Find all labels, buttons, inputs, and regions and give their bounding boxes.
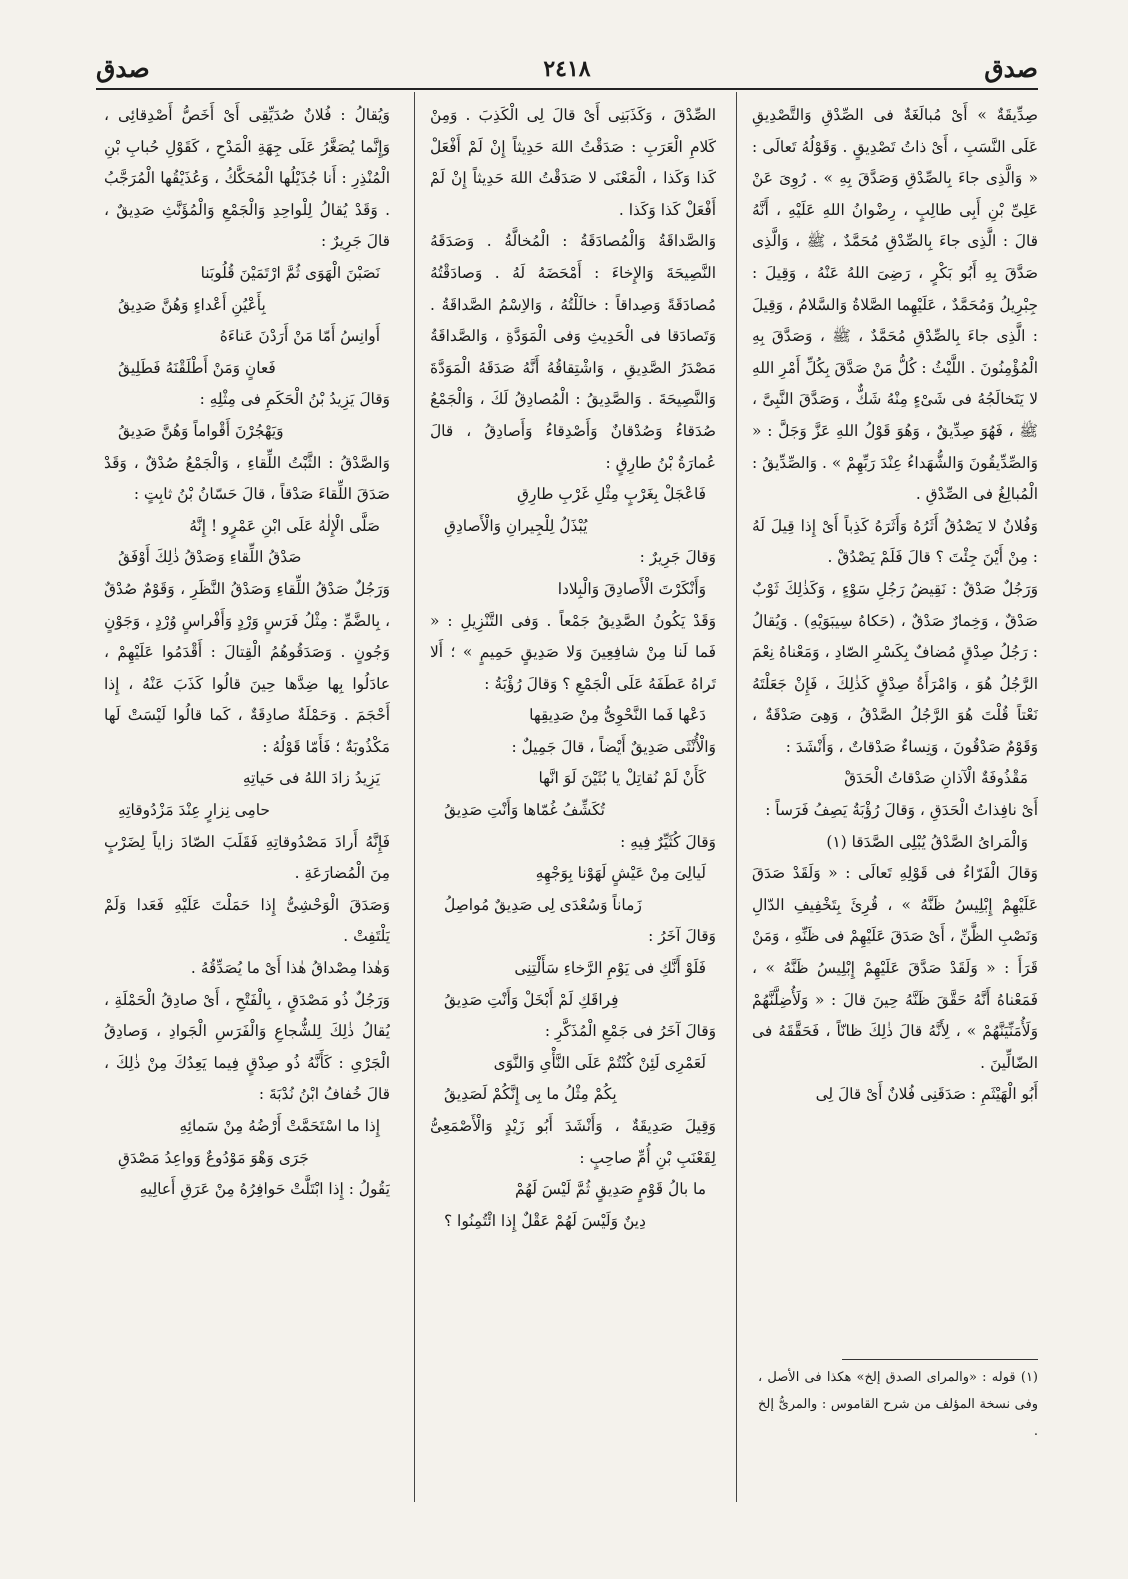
- verse-line: أَوانِسُ أَمّا مَنْ أَرَدْنَ عَناءَهُ: [219, 327, 380, 346]
- verse-line: بِكُمْ مِثْلُ ما بِى إِنَّكُمْ لَصَدِيقُ: [444, 1085, 617, 1104]
- paragraph: فَإِنَّهُ أَرادَ مَصْدُوقاتِهِ فَقَلَبَ الصّادَ زاياً لِضَرْبٍ مِنَ الْمُضارَعَةِ .: [104, 832, 390, 883]
- headword-right: صدق: [984, 54, 1038, 83]
- column-divider-right: [736, 92, 737, 1502]
- paragraph: وَرَجُلٌ صَدْقٌ : نَقِيضُ رَجُلِ سَوْءٍ ، وَكَذٰلِكَ ثَوْبٌ صَدْقٌ ، وَخِمارٌ صَدْقٌ ، (حَكاهُ سِيبَوَيْهِ) . وَيُقالُ : رَجُلُ صِدْقٍ مُضافٌ بِكَسْرِ الصّادِ ، وَمَعْناهُ نِعْمَ الرَّجُلُ هُوَ ، وَامْرَأَةُ صِدْقٍ كَذٰلِكَ ، فَإِنْ جَعَلْتَهُ نَعْتاً قُلْتَ هُوَ الرَّجُلُ الصَّدْقُ ، وَهِىَ صَدْقَةٌ ، وَقَوْمٌ صَدْقُونَ ، وَنِساءٌ صَدْقاتٌ ، وَأَنْشَدَ :: [752, 579, 1038, 756]
- paragraph: وَصَدَقَ الْوَحْشِىُّ إِذا حَمَلْتَ عَلَيْهِ فَعَدا وَلَمْ يَلْتَفِتْ .: [104, 895, 390, 946]
- verse-line: لَعَمْرِى لَئِنْ كُنْتُمْ عَلَى النَّأْىِ وَالنَّوَى: [493, 1053, 706, 1072]
- verse-line: وَيَهْجُرْنَ أَقْواماً وَهُنَّ صَدِيقُ: [118, 421, 284, 440]
- paragraph: وَقالَ آخَرُ :: [648, 927, 716, 946]
- paragraph: أَبُو الْهَيْثَمِ : صَدَقَنِى فُلانٌ أَىْ قالَ لِى: [815, 1085, 1038, 1104]
- verse-line: مَقْذُوفَةٌ الْآذانِ صَدْقاتُ الْحَدَقْ: [844, 769, 1028, 788]
- paragraph: وَرَجُلٌ ذُو مَصْدَقٍ ، بِالْفَتْحِ ، أَىْ صادِقُ الْحَمْلَةِ ، يُقالُ ذٰلِكَ لِلشُّجاعِ وَالْفَرَسِ الْجَوادِ ، وَصادِقُ الْجَرْىِ : كَأَنَّهُ ذُو صِدْقٍ فِيما يَعِدُكَ مِنْ ذٰلِكَ ، قالَ خُفافُ ابْنُ نُدْبَةَ :: [104, 990, 390, 1104]
- paragraph: وَالْأُنْثَى صَدِيقٌ أَيْضاً ، قالَ جَمِيلٌ :: [511, 737, 716, 756]
- verse-line: جَرَى وَهْوَ مَوْدُوعٌ وَواعِدُ مَصْدَقِ: [118, 1148, 309, 1167]
- headword-left: صدق: [96, 54, 150, 83]
- verse-line: حامِى نِزارٍ عِنْدَ مَزْدُوقاتِهِ: [118, 801, 270, 820]
- verse: [752, 827, 1038, 859]
- verse: [430, 1048, 716, 1111]
- verse: [430, 953, 716, 1016]
- verse-line: تُكَشِّفُ غُمّاها وَأَنْتِ صَدِيقُ: [444, 801, 605, 820]
- paragraph: صِدِّيقَةٌ » أَىْ مُبالَغَةٌ فى الصِّدْقِ وَالتَّصْدِيقِ عَلَى النَّسَبِ ، أَىْ ذاتُ تَصْدِيقٍ . وَقَوْلُهُ تَعالَى : « وَالَّذِى جاءَ بِالصِّدْقِ وَصَدَّقَ بِهِ » . رُوِىَ عَنْ عَلِىِّ بْنِ أَبِى طالِبٍ ، رِضْوانُ اللهِ عَلَيْهِ ، أَنَّهُ قالَ : الَّذِى جاءَ بِالصِّدْقِ مُحَمَّدٌ ، ﷺ ، وَالَّذِى صَدَّقَ بِهِ أَبُو بَكْرٍ ، رَضِىَ اللهُ عَنْهُ ، وَقِيلَ : جِبْرِيلُ وَمُحَمَّدٌ ، عَلَيْهِما الصَّلاةُ وَالسَّلامُ ، وَقِيلَ : الَّذِى جاءَ بِالصِّدْقِ مُحَمَّدٌ ، ﷺ ، وَصَدَّقَ بِهِ الْمُؤْمِنُونَ . اللَّيْثُ : كُلُّ مَنْ صَدَّقَ بِكُلِّ أَمْرِ اللهِ لا يَتَخالَجُهُ فى شَىْءٍ مِنْهُ شَكٌّ ، وَصَدَّقَ النَّبِىَّ ، ﷺ ، فَهُوَ صِدِّيقٌ ، وَهُوَ قَوْلُ اللهِ عَزَّ وَجَلَّ : « وَالصِّدِّيقُونَ وَالشُّهَداءُ عِنْدَ رَبِّهِمْ » . وَالصِّدِّيقُ : الْمُبالِغُ فى الصِّدْقِ .: [752, 106, 1038, 504]
- verse: [104, 1111, 390, 1174]
- verse: [430, 858, 716, 921]
- verse-line: ما بالُ قَوْمٍ صَدِيقٍ ثُمَّ لَيْسَ لَهُمْ: [514, 1180, 706, 1199]
- paragraph: وَرَجُلٌ صَدْقُ اللِّقاءِ وَصَدْقُ النَّظَرِ ، وَقَوْمٌ صُدْقٌ ، بِالضَّمِّ : مِثْلُ فَرَسٍ وَرْدٍ وَأَفْراسٍ وُرْدٍ ، وَجَوْنٍ وَجُونٍ . وَصَدَقُوهُمُ الْقِتالَ : أَقْدَمُوا عَلَيْهِمْ ، عادَلُوا بِها ضِدَّها حِينَ قالُوا كَذَبَ عَنْهُ ، إِذا أَحْجَمَ . وَحَمْلَةٌ صادِقَةٌ ، كَما قالُوا لَيْسَتْ لَها مَكْذُوبَةٌ ؛ فَأَمّا قَوْلُهُ :: [104, 579, 390, 756]
- verse: [104, 416, 390, 448]
- paragraph: أَىْ نافِذاتُ الْحَدَقِ ، وَقالَ رُؤْبَةُ يَصِفُ فَرَساً :: [765, 801, 1038, 820]
- paragraph: وَيُقالُ : فُلانٌ صُدَيِّقِى أَىْ أَخَصُّ أَصْدِقائِى ، وَإِنَّما يُصَغَّرُ عَلَى جِهَةِ الْمَدْحِ ، كَقَوْلِ حُبابِ بْنِ الْمُنْذِرِ : أَنا جُذَيْلُها الْمُحَكَّكُ ، وَعُذَيْقُها الْمُرَجَّبُ . وَقَدْ يُقالُ لِلْواحِدِ وَالْجَمْعِ وَالْمُؤَنَّثِ صَدِيقٌ ، قالَ جَرِيرٌ :: [104, 106, 390, 251]
- paragraph: وَقالَ آخَرُ فى جَمْعِ الْمُذَكَّرِ :: [544, 1022, 716, 1041]
- verse-line: صَدْقُ اللِّقاءِ وَصَدْقُ ذٰلِكَ أَوْفَقُ: [118, 548, 302, 567]
- verse-line: نَصَبْنَ الْهَوَى ثُمَّ ارْتَمَيْنَ قُلُوبَنا: [200, 263, 380, 282]
- verse-line: دَعْها فَما النَّحْوِىُّ مِنْ صَدِيقِها: [529, 706, 706, 725]
- verse-line: يَزِيدُ زادَ اللهُ فى حَياتِهِ: [242, 769, 380, 788]
- header-rule: [96, 88, 1038, 90]
- paragraph: وَقالَ كُثَيِّرٌ فِيهِ :: [620, 832, 716, 851]
- paragraph: وَقِيلَ صَدِيقَةٌ ، وَأَنْشَدَ أَبُو زَيْدٍ وَالْأَصْمَعِىُّ لِقَعْنَبِ بْنِ أُمِّ صاحِبٍ :: [430, 1117, 716, 1167]
- page-header: [96, 52, 1038, 86]
- footnote: (١) قوله : «والمراى الصدق إلخ» هكذا فى الأصل ، وفى نسخة المؤلف من شرح القاموس : والمرىُّ إلخ .: [758, 1370, 1038, 1439]
- paragraph: وَالصَّدْقُ : الثَّبْتُ اللِّقاءِ ، وَالْجَمْعُ صُدْقٌ ، وَقَدْ صَدَقَ اللِّقاءَ صَدْقاً ، قالَ حَسّانُ بْنُ ثابِتٍ :: [104, 453, 390, 504]
- paragraph: وَقالَ جَرِيرٌ :: [639, 548, 716, 567]
- verse-line: كَأَنْ لَمْ نُقاتِلْ يا بُثَيْنَ لَوَ انَّها: [538, 769, 706, 788]
- verse: [430, 763, 716, 826]
- paragraph: وَقالَ يَزِيدُ بْنُ الْحَكَمِ فى مِثْلِهِ :: [199, 390, 390, 409]
- verse-line: يُبْذَلُ لِلْجِيرانِ وَالْأَصادِقِ: [444, 516, 588, 535]
- paragraph: وَالصَّداقَةُ وَالْمُصادَقَةُ : الْمُخالَّةُ . وَصَدَقَهُ النَّصِيحَةَ وَالإِخاءَ : أَمْحَضَهُ لَهُ . وَصادَقْتُهُ مُصادَقَةً وَصِداقاً : خالَلْتُهُ ، وَالاِسْمُ الصَّداقَةُ . وَتَصادَقا فى الْحَدِيثِ وَفى الْمَوَدَّةِ ، وَالصَّداقَةُ مَصْدَرُ الصَّدِيقِ ، وَاشْتِقاقُهُ أَنَّهُ صَدَقَهُ الْمَوَدَّةَ وَالنَّصِيحَةَ . وَالصَّدِيقُ : الْمُصادِقُ لَكَ ، وَالْجَمْعُ صُدَقاءُ وَصُدْقانٌ وَأَصْدِقاءُ وَأَصادِقُ ، قالَ عُمارَةُ بْنُ طارِقٍ :: [430, 232, 716, 472]
- verse-line: فَلَوْ أَنَّكِ فى يَوْمِ الرَّخاءِ سَأَلْتِنِى: [514, 959, 706, 978]
- page-number: ٢٤١٨: [543, 56, 591, 82]
- verse-line: لَيالِىَ مِنْ عَيْشٍ لَهَوْنا بِوَجْهِهِ: [535, 864, 706, 883]
- verse: [430, 700, 716, 732]
- verse-line: وَأَنْكَرْتَ الْأَصادِقَ وَالْبِلادا: [557, 579, 706, 598]
- paragraph: وَقَدْ يَكُونُ الصَّدِيقُ جَمْعاً . وَفى التَّنْزِيلِ : « فَما لَنا مِنْ شافِعِينَ وَلا صَدِيقٍ حَمِيمٍ » ؛ أَلا تَراهُ عَطَفَهُ عَلَى الْجَمْعِ ؟ وَقالَ رُؤْبَةُ :: [430, 611, 716, 693]
- verse: [104, 258, 390, 384]
- column-divider-left: [414, 92, 415, 1502]
- verse-line: صَلَّى الْإِلٰهُ عَلَى ابْنِ عَمْرٍو ! إِنَّهُ: [189, 516, 380, 535]
- verse-line: زَماناً وَسُعْدَى لِى صَدِيقٌ مُواصِلُ: [444, 895, 642, 914]
- column-right: [752, 100, 1038, 1500]
- paragraph: وَفُلانٌ لا يَصْدُقُ أَثَرُهُ وَأَثَرَهُ كَذِباً أَىْ إِذا قِيلَ لَهُ : مِنْ أَيْنَ جِئْتَ ؟ قالَ فَلَمْ يَصْدُقْ .: [752, 516, 1038, 567]
- paragraph: وَقالَ الْفَرّاءُ فى قَوْلِهِ تَعالَى : « وَلَقَدْ صَدَقَ عَلَيْهِمْ إِبْلِيسُ ظَنَّهُ » ، قُرِئَ بِتَخْفِيفِ الدّالِ وَنَصْبِ الظَّنِّ ، أَىْ صَدَقَ عَلَيْهِمْ فى ظَنِّهِ ، وَمَنْ قَرَأَ : « وَلَقَدْ صَدَّقَ عَلَيْهِمْ إِبْلِيسُ ظَنَّهُ » ، فَمَعْناهُ أَنَّهُ حَقَّقَ ظَنَّهُ حِينَ قالَ : « وَلَأُضِلَّنَّهُمْ وَلَأُمَنِّيَنَّهُمْ » ، لِأَنَّهُ قالَ ذٰلِكَ ظانّاً ، فَحَقَّقَهُ فى الضّالِّينَ .: [752, 864, 1038, 1072]
- column-middle: [430, 100, 716, 1500]
- column-left: [104, 100, 390, 1500]
- verse-line: بِأَعْيُنِ أَعْداءٍ وَهُنَّ صَدِيقُ: [118, 295, 266, 314]
- verse-line: فَعانٍ وَمَنْ أَطْلَقْنَهُ فَطَلِيقُ: [118, 358, 276, 377]
- footnote-rule: [842, 1359, 1038, 1360]
- verse-line: دِينٌ وَلَيْسَ لَهُمْ عَقْلٌ إِذا ائْتُمِنُوا ؟: [444, 1211, 646, 1230]
- verse: [104, 511, 390, 574]
- verse-line: فِراقَكِ لَمْ أَبْخَلْ وَأَنْتِ صَدِيقُ: [444, 990, 619, 1009]
- verse: [430, 574, 716, 606]
- verse: [104, 763, 390, 826]
- paragraph: وَهٰذا مِصْداقُ هٰذا أَىْ ما يُصَدِّقُهُ .: [190, 959, 390, 978]
- paragraph: الصِّدْقَ ، وَكَذَبَنِى أَىْ قالَ لِى الْكَذِبَ . وَمِنْ كَلامِ الْعَرَبِ : صَدَقْتُ اللهَ حَدِيثاً إِنْ لَمْ أَفْعَلْ كَذا وَكَذا ، الْمَعْنَى لا صَدَقْتُ اللهَ حَدِيثاً إِنْ لَمْ أَفْعَلْ كَذا وَكَذا .: [430, 106, 716, 219]
- verse: [752, 763, 1038, 795]
- verse-line: وَالْمَراىُ الصَّدْقُ يُبْلِى الصَّدَقا (١): [826, 832, 1028, 851]
- paragraph: يَقُولُ : إِذا ابْتَلَّتْ حَوافِرُهُ مِنْ عَرَقِ أَعالِيهِ: [139, 1180, 390, 1199]
- verse: [430, 1174, 716, 1237]
- verse: [430, 479, 716, 542]
- verse-line: إِذا ما اسْتَحَمَّتْ أَرْضُهُ مِنْ سَمائِهِ: [179, 1117, 380, 1135]
- verse-line: فَاعْجَلْ بِغَرْبٍ مِثْلِ غَرْبِ طارِقِ: [517, 485, 706, 504]
